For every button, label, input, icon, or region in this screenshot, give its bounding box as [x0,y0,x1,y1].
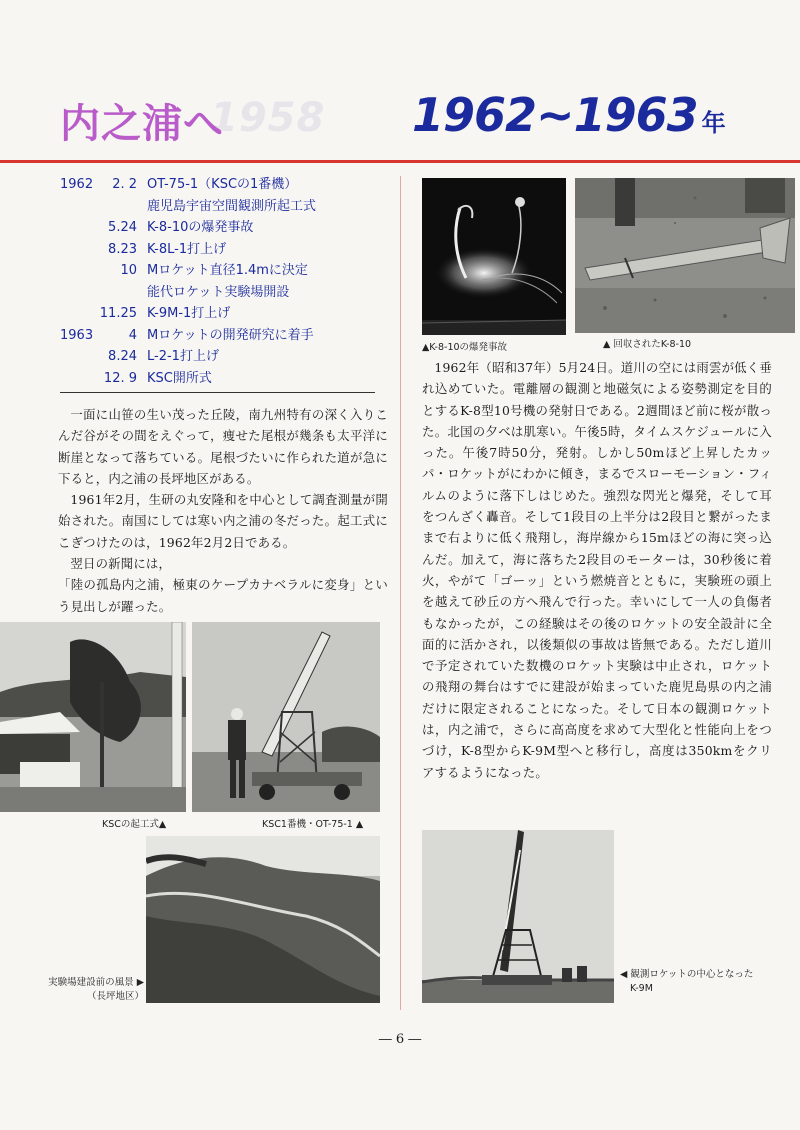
page-title: 内之浦へ [60,101,224,147]
caption-landscape-line2: （長坪地区） [86,991,144,1002]
caption-landscape-line1: 実験場建設前の風景 ▶ [48,977,144,988]
photo-recovered-k8-10 [575,178,795,333]
timeline-event: Mロケット直径1.4mに決定 [147,263,308,278]
year-range: 1962~1963 [412,88,698,142]
caption-explosion: ▲K-8-10の爆発事故 [422,342,508,353]
timeline-row [60,174,390,196]
timeline-row [60,368,390,390]
timeline-date: 8.23 [108,241,137,257]
timeline-event: 鹿児島宇宙空間観測所起工式 [147,198,317,214]
timeline-date: 10 [120,263,137,278]
timeline-row [60,217,390,239]
timeline-event: K-8L-1打上げ [147,241,227,257]
paragraph: 翌日の新聞には， [70,556,172,572]
timeline-date: 5.24 [108,220,137,235]
timeline-date: 8.24 [108,349,137,364]
photo-k9m-rocket [422,830,614,1003]
timeline-row [60,239,390,261]
left-article [58,404,388,617]
timeline-event: K-8-10の爆発事故 [147,220,254,235]
caption-recovered: ▲ 回収されたK-8-10 [603,339,692,350]
photo-ksc-ceremony [0,622,186,812]
timeline-event: K-9M-1打上げ [147,306,231,321]
timeline-row [60,282,390,304]
timeline-event: L-2-1打上げ [147,349,219,364]
paragraph: 1961年2月，生研の丸安隆和を中心として調査測量が開始された。南国にしては寒い内之浦の冬だった。起工式にこぎつけたのは，1962年2月2日である。 [58,492,388,550]
timeline-event: OT-75-1（KSCの1番機） [147,177,298,192]
photo-k8-10-explosion [422,178,566,335]
caption-k9m-line1: ◀ 観測ロケットの中心となった [620,969,754,980]
caption-ot-75-1: KSC1番機・OT-75-1 ▲ [262,819,364,830]
paragraph: 一面に山笹の生い茂った丘陵，南九州特有の深く入りこんだ谷がその間をえぐって，痩せた尾根が幾条も太平洋に断崖となって落ちている。尾根づたいに作られた道が急に下ると，内之浦の長坪地区がある。 [58,407,388,486]
photo-landscape-nagatsubo [146,836,380,1003]
timeline-date: 2. 2 [112,177,137,192]
caption-k9m-line2: K-9M [630,983,653,994]
year-unit: 年 [701,109,726,137]
timeline-event: KSC開所式 [147,370,212,386]
timeline-row [60,196,390,218]
timeline-row [60,346,390,368]
year-range-title [412,88,726,142]
timeline-year: 1962 [60,177,94,192]
timeline-divider [60,392,375,393]
timeline-date: 12. 9 [103,370,137,386]
timeline-event: 能代ロケット実験場開設 [147,284,290,300]
caption-landscape [12,976,144,1004]
timeline-row [60,325,390,347]
paragraph: 1962年（昭和37年）5月24日。道川の空には雨雲が低く垂れ込めていた。電離層の観測と地磁気による姿勢測定を目的とするK-8型10号機の発射日である。2週間ほど前に桜が散った。北国の夕べは肌寒い。午後5時，タイムスケジュールに入った。午後7時50分，発射。しかし50mほど上昇したカッパ・ロケットがにわかに傾き，まるでスローモーション・フィルムのように落下しはじめた。強烈な閃光と爆発，そして耳をつんざく轟音。そして1段目の上半分は2段目と繋がったままで右よりに低く飛翔し，海岸線から15mほどの海に突っ込んだ。加えて，海に落ちた2段目のモーターは，30秒後に着火，やがて「ゴーッ」という燃焼音とともに，実験班の頭上を越えて砂丘の方へ飛んで行った。幸いにして一人の負傷者もなかったが，この経験はその後のロケットの安全設計に全面的に活かされ，以後類似の事故は皆無である。ただし道川で予定されていた数機のロケット実験は中止され，ロケットの飛翔の舞台はすでに建設が始まっていた鹿児島県の内之浦だけに限定されることになった。そして日本の観測ロケットは，内之浦で，さらに高高度を求めて大型化と性能向上をつづけ，K-8型からK-9M型へと移行し，高度は350kmをクリアするようになった。 [422,360,772,780]
right-article [422,357,772,783]
header-rule [0,160,800,163]
paragraph: 「陸の孤島内之浦，極東のケープカナベラルに変身」という見出しが躍った。 [58,577,388,614]
timeline [60,174,390,389]
caption-ceremony: KSCの起工式▲ [102,819,167,830]
timeline-date: 11.25 [99,306,137,321]
timeline-row [60,303,390,325]
column-divider [400,176,401,1010]
photo-ot-75-1 [192,622,380,812]
timeline-event: Mロケットの開発研究に着手 [147,327,314,343]
timeline-date: 4 [128,327,137,343]
timeline-row [60,260,390,282]
background-year-watermark: 1958 [210,95,326,141]
caption-k9m [620,968,753,996]
timeline-year: 1963 [60,327,94,343]
page-number: ― 6 ― [378,1032,422,1047]
